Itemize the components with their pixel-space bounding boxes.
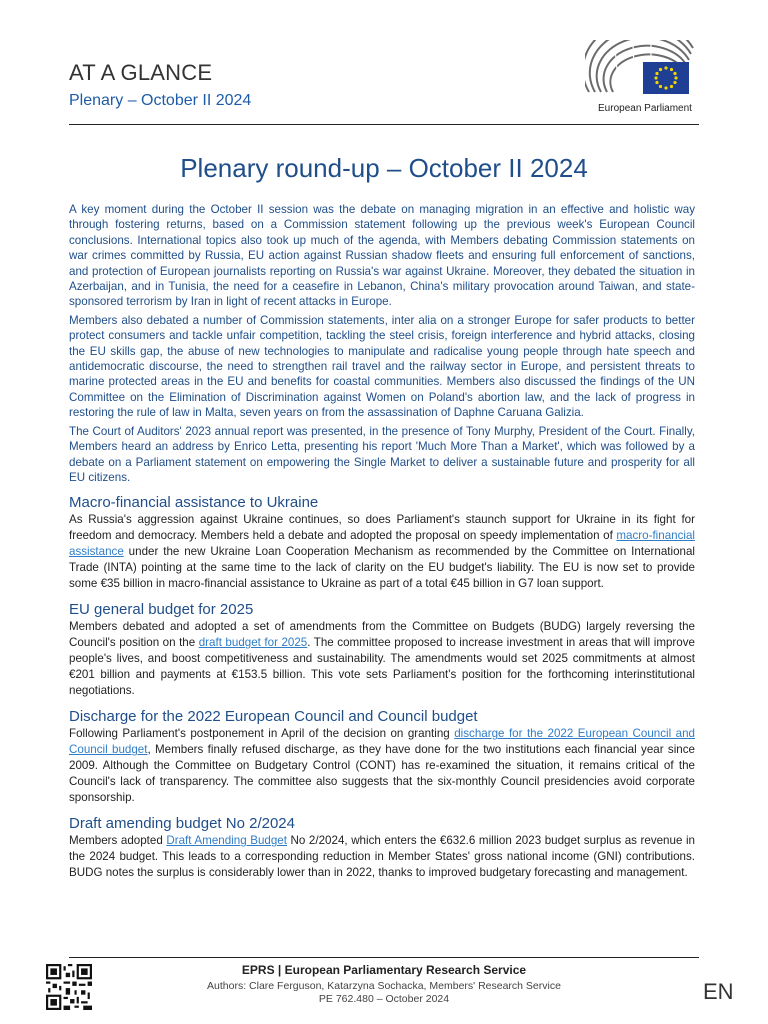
- header-block: [69, 60, 251, 110]
- discharge-link[interactable]: discharge for the 2022 European Council and Council budget: [69, 727, 695, 757]
- section-heading: Macro-financial assistance to Ukraine: [69, 494, 319, 512]
- section-discharge-2022: [69, 708, 695, 806]
- mfa-link[interactable]: macro-financial assistance: [69, 529, 695, 559]
- session-label: Plenary – October II 2024: [69, 92, 252, 109]
- section-heading: Discharge for the 2022 European Council and Council budget: [69, 708, 478, 726]
- qr-code-icon[interactable]: [46, 964, 92, 1010]
- hemicycle-flag-icon: [585, 40, 705, 96]
- section-heading: Draft amending budget No 2/2024: [69, 815, 295, 833]
- footer-organisation: EPRS | European Parliamentary Research Service: [241, 963, 527, 977]
- page-title: Plenary round-up – October II 2024: [180, 153, 588, 183]
- footer-authors: Authors: Clare Ferguson, Katarzyna Sochacka, Members' Research Service: [207, 980, 561, 992]
- main-content: [69, 202, 695, 881]
- footer-divider: [69, 957, 699, 958]
- footer-block: [120, 963, 648, 1006]
- section-ukraine-mfa: [69, 494, 695, 592]
- footer-reference: PE 762.480 – October 2024: [318, 993, 450, 1005]
- european-parliament-logo: [585, 40, 705, 114]
- section-body: As Russia's aggression against Ukraine continues, so does Parliament's staunch support for Ukraine in its fight for freedom and democracy. Members held a debate and adopted the proposal on speedy implementation of macro-financial assistance under the new Ukraine Loan Cooperation Mechanism as recommended by the Committee on International Trade (INTA) pointing at the same time to the lack of clarity on the EU budget's liability. The EU is now set to provide some €35 billion in macro-financial assistance to Ukraine as part of a total €45 billion in G7 loan support.: [69, 513, 695, 591]
- section-body: Members adopted Draft Amending Budget No 2/2024, which enters the €632.6 million 2023 budget surplus as revenue in the 2024 budget. This leads to a corresponding reduction in Member States' gross national income (GNI) contributions. BUDG notes the surplus is considerably lower than in 2022, thanks to improved budgetary forecasting and management.: [69, 834, 695, 880]
- draft-budget-link[interactable]: draft budget for 2025: [198, 636, 308, 650]
- intro-paragraph: The Court of Auditors' 2023 annual report was presented, in the presence of Tony Murphy, President of the Court. Finally, Members heard an address by Enrico Letta, presenting his report 'Much More Than a Market', which was followed by a debate on a Parliament statement on empowering the Single Market to deliver a sustainable future and prosperity for all EU citizens.: [69, 424, 695, 484]
- intro-paragraph: A key moment during the October II session was the debate on managing migration in an effective and holistic way through fostering returns, based on a Commission statement following up the previous week's European Council conclusions. International topics also took up much of the agenda, with Members debating Commission statements on war crimes committed by Russia, EU action against Russian shadow fleets and ensuring full enforcement of sanctions, and protection of European journalists reporting on Russia's war against Ukraine. Moreover, they debated the situation in Azerbaijan, and in Tunisia, the need for a ceasefire in Lebanon, China's military provocation around Taiwan, and state-sponsored terrorism by Iran in light of recent attacks in Europe.: [69, 203, 695, 309]
- intro-paragraph: Members also debated a number of Commission statements, inter alia on a stronger Europe for safer products to better protect consumers and tackle unfair competition, tackling the steel crisis, foreign interference and hybrid attacks, closing the EU skills gap, the abuse of new technologies to manipulate and radicalise young people through hate speech and antidemocratic discourse, the need to strengthen rail travel and the railway sector in Europe, and persistent threats to marine protected areas in the EU and benefits for coastal communities. Members also discussed the findings of the UN Committee on the Elimination of Discrimination against Women on Poland's abortion law, and the lack of progress in restoring the rule of law in Malta, seven years on from the assassination of Daphne Caruana Galizia.: [69, 313, 695, 420]
- section-amending-budget: [69, 815, 695, 881]
- document-type-label: AT A GLANCE: [69, 60, 213, 85]
- logo-caption: European Parliament: [598, 103, 692, 114]
- section-body: Following Parliament's postponement in April of the decision on granting discharge for the 2022 European Council and Council budget, Members finally refused discharge, as they have done for the two institutions each financial year since 2009. Although the Committee on Budgetary Control (CONT) has re-examined the situation, it remains critical of the Council's lack of transparency. The committee also suggests that the six-monthly Council presidencies avoid corporate sponsorship.: [69, 727, 695, 805]
- intro-block: [69, 202, 695, 485]
- header-divider: [69, 124, 699, 125]
- language-code: EN: [703, 979, 734, 1004]
- section-body: Members debated and adopted a set of amendments from the Committee on Budgets (BUDG) largely reversing the Council's position on the draft budget for 2025. The committee proposed to increase investment in areas that will improve people's lives, and boost competitiveness and sustainability. The amendments would set 2025 commitments at almost €201 billion and payments at €153.5 billion. This vote sets Parliament's position for the forthcoming interinstitutional negotiations.: [69, 620, 695, 698]
- section-budget-2025: [69, 601, 695, 699]
- amending-budget-link[interactable]: Draft Amending Budget: [166, 834, 287, 848]
- section-heading: EU general budget for 2025: [69, 601, 254, 619]
